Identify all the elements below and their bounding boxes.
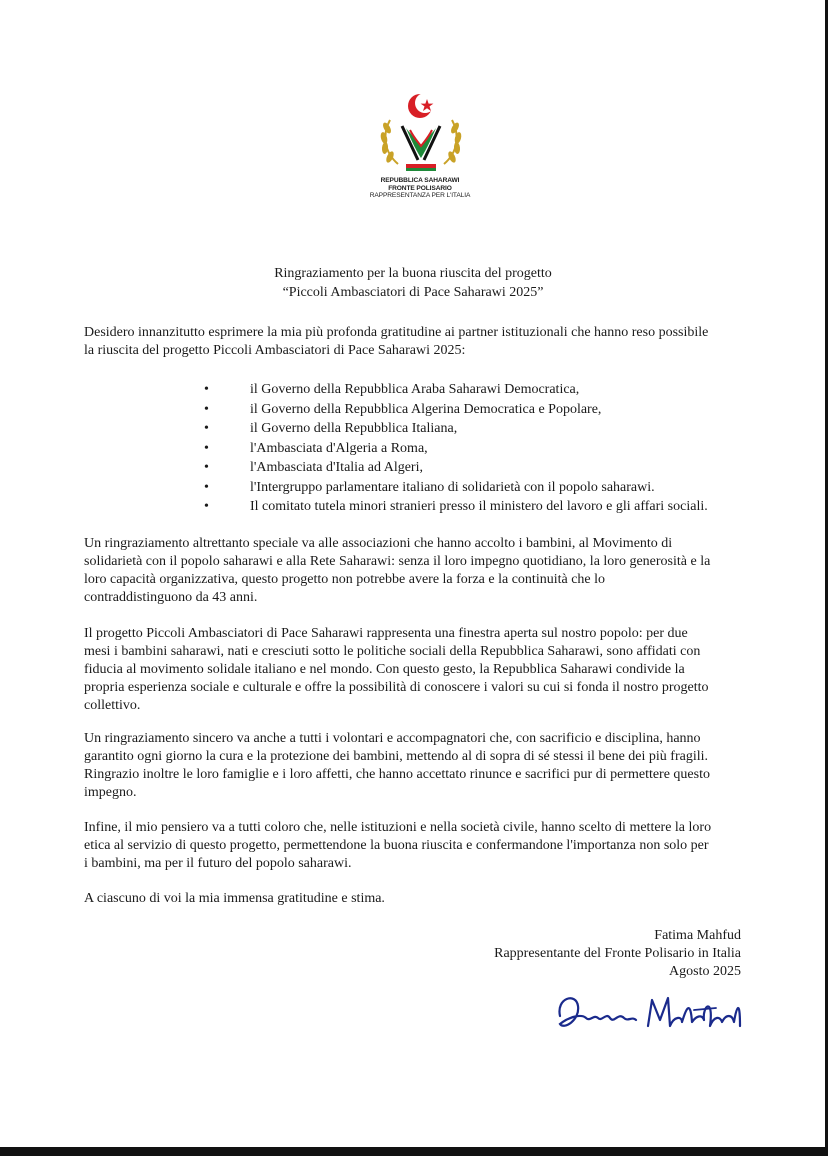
- text-line: contraddistinguono da 43 anni.: [84, 590, 258, 605]
- list-item: [200, 458, 708, 478]
- list-item: [200, 439, 708, 459]
- list-item: [200, 478, 708, 498]
- text-line: la riuscita del progetto Piccoli Ambasciatori di Pace Saharawi 2025:: [84, 343, 466, 358]
- partners-list: [200, 380, 708, 517]
- paragraph-gratitude: [84, 890, 748, 908]
- letter-title-line-1: Ringraziamento per la buona riuscita del progetto: [274, 266, 552, 281]
- text-line: Ringrazio inoltre le loro famiglie e i loro affetti, che hanno accettato rinunce e sacrifici pur di permettere questo: [84, 767, 710, 782]
- text-line: etica al servizio di questo progetto, permettendone la buona riuscita e confermandone l'importanza non solo per: [84, 838, 709, 853]
- bullet-icon: •: [204, 421, 209, 436]
- list-item: [200, 400, 708, 420]
- paragraph-volunteers: [84, 730, 748, 802]
- handwritten-signature: [552, 986, 752, 1042]
- text-line: Il progetto Piccoli Ambasciatori di Pace Saharawi rappresenta una finestra aperta sul nostro popolo: per due: [84, 626, 688, 641]
- bullet-icon: •: [204, 479, 209, 495]
- text-line: Desidero innanzitutto esprimere la mia più profonda gratitudine ai partner istituzionali che hanno reso possibile: [84, 325, 709, 340]
- list-item-text: il Governo della Repubblica Algerina Democratica e Popolare,: [250, 401, 602, 417]
- list-item-text: il Governo della Repubblica Italiana,: [250, 421, 458, 436]
- list-item-text: l'Ambasciata d'Algeria a Roma,: [250, 440, 428, 456]
- intro-paragraph: [84, 324, 748, 360]
- text-line: Un ringraziamento altrettanto speciale va alle associazioni che hanno accolto i bambini, al Movimento di: [84, 536, 673, 551]
- paragraph-institutions: [84, 819, 748, 873]
- text-line: loro capacità organizzativa, questo progetto non potrebbe avere la forza e la continuità che lo: [84, 572, 606, 587]
- signatory-name: Fatima Mahfud: [654, 928, 741, 943]
- list-item: [200, 419, 708, 439]
- paragraph-project: [84, 625, 748, 715]
- org-line-1: REPUBBLICA SAHARAWI: [380, 177, 460, 184]
- text-line: A ciascuno di voi la mia immensa gratitudine e stima.: [84, 891, 385, 906]
- bullet-icon: •: [204, 460, 209, 475]
- text-line: garantito ogni giorno la cura e la protezione dei bambini, mettendo al di sopra di sé stessi il bene dei più fragili.: [84, 749, 708, 764]
- bullet-icon: •: [204, 499, 209, 514]
- organization-name: [300, 177, 540, 200]
- sahrawi-emblem-icon: [372, 90, 470, 176]
- list-item-text: Il comitato tutela minori stranieri presso il ministero del lavoro e gli affari sociali.: [250, 499, 708, 514]
- bullet-icon: •: [204, 401, 209, 417]
- signatory-role: Rappresentante del Fronte Polisario in Italia: [494, 946, 741, 961]
- org-line-2: FRONTE POLISARIO: [388, 184, 452, 192]
- paragraph-associations: [84, 535, 748, 607]
- text-line: collettivo.: [84, 698, 141, 713]
- letter-date: Agosto 2025: [669, 964, 741, 979]
- text-line: Un ringraziamento sincero va anche a tutti i volontari e accompagnatori che, con sacrificio e disciplina, hanno: [84, 731, 701, 746]
- org-line-3: RAPPRESENTANZA PER L'ITALIA: [369, 192, 471, 200]
- list-item-text: il Governo della Repubblica Araba Saharawi Democratica,: [250, 382, 580, 397]
- text-line: mesi i bambini saharawi, nati e cresciuti sotto le politiche sociali della Repubblica Saharawi, sono affidati con: [84, 644, 701, 659]
- text-line: propria esperienza sociale e culturale e offre la possibilità di conoscere i valori su cui si fonda il nostro progetto: [84, 680, 709, 695]
- text-line: solidarietà con il popolo saharawi e alla Rete Saharawi: senza il loro impegno quotidiano, la loro generosità e la: [84, 554, 711, 569]
- bullet-icon: •: [204, 382, 209, 397]
- letter-title-line-2: “Piccoli Ambasciatori di Pace Saharawi 2025”: [282, 285, 544, 300]
- bullet-icon: •: [204, 440, 209, 456]
- frame-border-bottom: [0, 1147, 828, 1156]
- list-item: [200, 380, 708, 400]
- list-item-text: l'Ambasciata d'Italia ad Algeri,: [250, 460, 423, 475]
- text-line: fiducia al movimento solidale italiano e nel mondo. Con questo gesto, la Repubblica Saharawi condivide la: [84, 662, 685, 677]
- list-item: [200, 497, 708, 517]
- text-line: impegno.: [84, 785, 137, 800]
- text-line: i bambini, ma per il futuro del popolo saharawi.: [84, 856, 352, 871]
- text-line: Infine, il mio pensiero va a tutti coloro che, nelle istituzioni e nella società civile, hanno scelto di mettere la loro: [84, 820, 712, 835]
- list-item-text: l'Intergruppo parlamentare italiano di solidarietà con il popolo saharawi.: [250, 479, 655, 495]
